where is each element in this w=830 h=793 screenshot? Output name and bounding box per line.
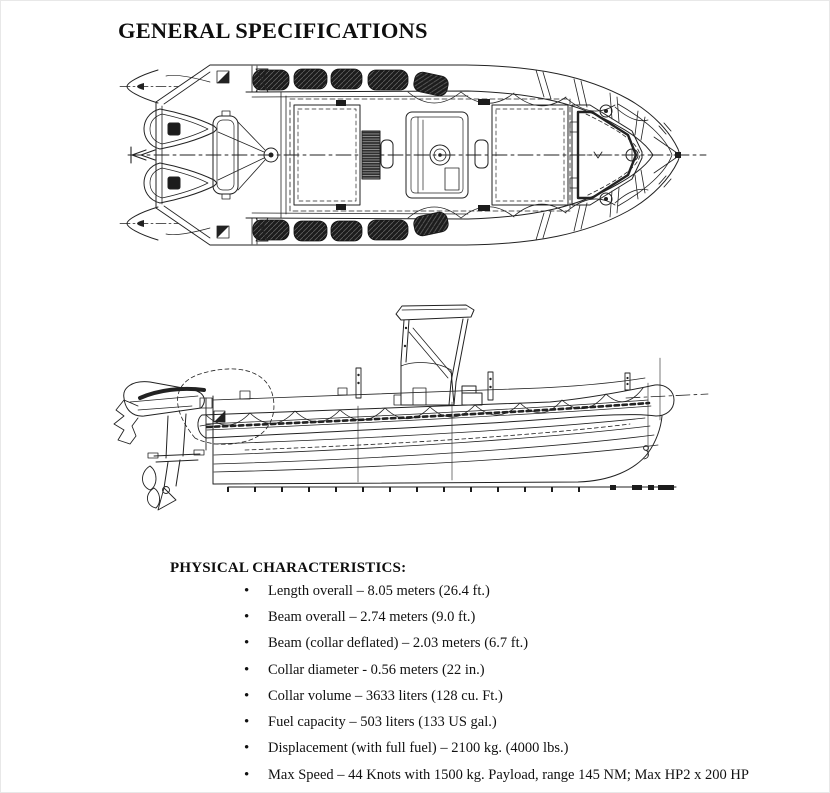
bullet-icon: •: [244, 766, 250, 783]
spec-item-text: Fuel capacity – 503 liters (133 US gal.): [268, 714, 497, 731]
boat-profile-view-drawing: [110, 298, 710, 516]
spec-item-text: Displacement (with full fuel) – 2100 kg. (4000 lbs.): [268, 740, 569, 757]
bullet-icon: •: [244, 661, 250, 678]
spec-item: [244, 683, 749, 709]
spec-item-text: Beam (collar deflated) – 2.03 meters (6.7 ft.): [268, 635, 529, 652]
boat-plan-view-drawing: [118, 52, 708, 257]
spec-item-text: Max Speed – 44 Knots with 1500 kg. Payload, range 145 NM; Max HP2 x 200 HP: [268, 766, 749, 783]
spec-item: [244, 762, 749, 788]
bullet-icon: •: [244, 608, 250, 625]
spec-list: [244, 578, 749, 788]
page-title: GENERAL SPECIFICATIONS: [118, 18, 428, 44]
spec-item-text: Length overall – 8.05 meters (26.4 ft.): [268, 582, 490, 599]
spec-item: [244, 709, 749, 735]
spec-item: [244, 657, 749, 683]
bullet-icon: •: [244, 740, 250, 757]
bullet-icon: •: [244, 582, 250, 599]
spec-item-text: Collar diameter - 0.56 meters (22 in.): [268, 661, 485, 678]
spec-item: [244, 604, 749, 630]
bullet-icon: •: [244, 635, 250, 652]
spec-item: [244, 736, 749, 762]
section-heading-physical-characteristics: PHYSICAL CHARACTERISTICS:: [170, 560, 407, 577]
spec-item: [244, 578, 749, 604]
spec-item-text: Beam overall – 2.74 meters (9.0 ft.): [268, 608, 476, 625]
spec-item-text: Collar volume – 3633 liters (128 cu. Ft.): [268, 687, 503, 704]
spec-item: [244, 631, 749, 657]
bullet-icon: •: [244, 714, 250, 731]
bullet-icon: •: [244, 687, 250, 704]
